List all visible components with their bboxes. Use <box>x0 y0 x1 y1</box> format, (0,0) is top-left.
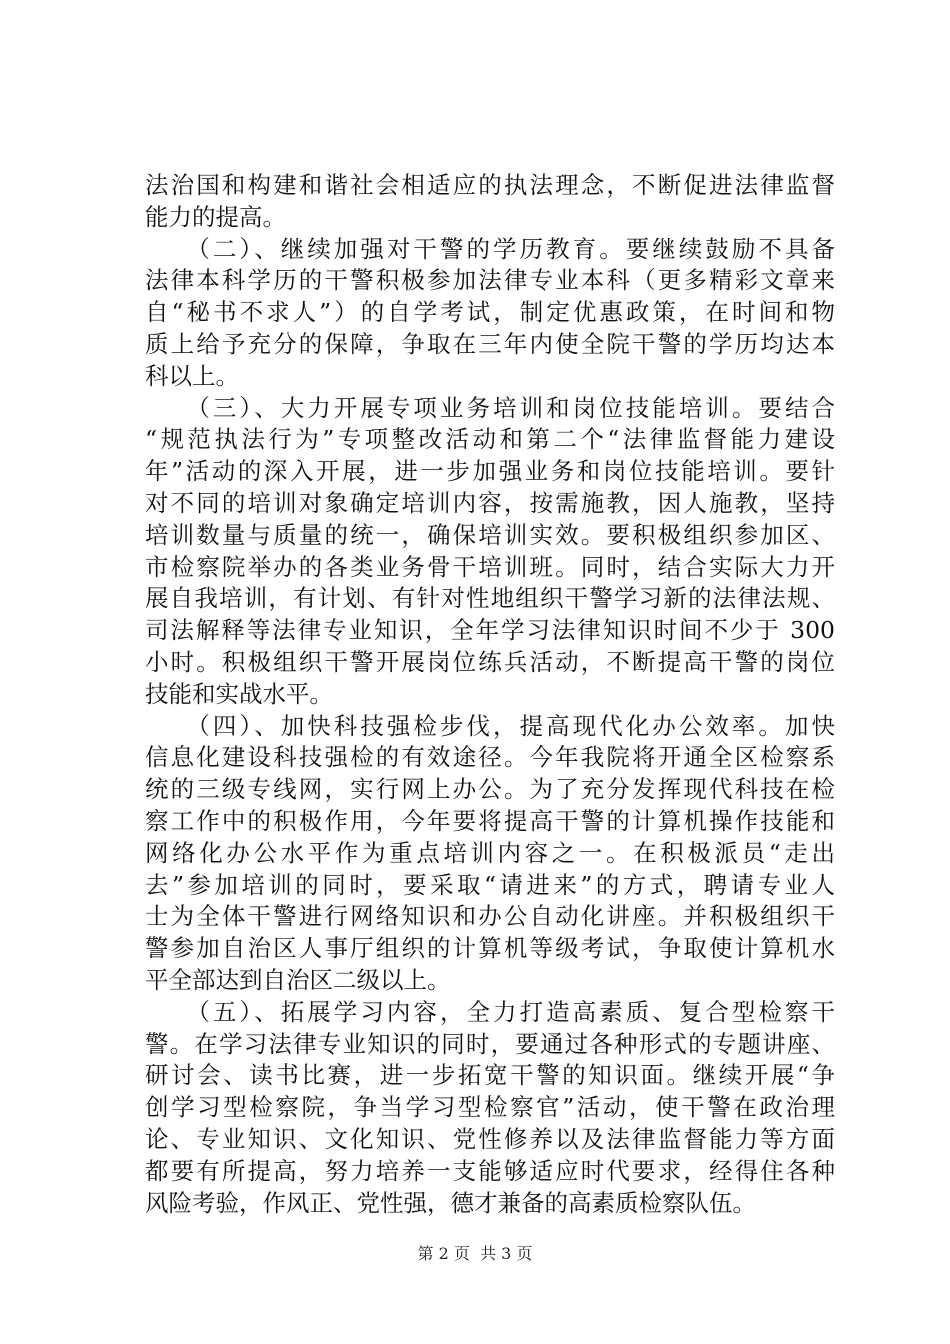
text-line: 科以上。 <box>145 361 239 390</box>
text-line: 信息化建设科技强检的有效途径。今年我院将开通全区检察系 <box>145 743 835 772</box>
text-line: 去”参加培训的同时，要采取“请进来”的方式，聘请专业人 <box>145 870 835 899</box>
text-line: （二）、继续加强对干警的学历教育。要继续鼓励不具备 <box>145 234 835 263</box>
text-line: 年”活动的深入开展，进一步加强业务和岗位技能培训。要针 <box>145 457 835 486</box>
text-line: 察工作中的积极作用，今年要将提高干警的计算机操作技能和 <box>145 806 835 835</box>
page-footer: 第 2 页 共 3 页 <box>417 1244 533 1263</box>
text-line: 研讨会、读书比赛，进一步拓宽干警的知识面。继续开展“争 <box>145 1061 835 1090</box>
text-line: 市检察院举办的各类业务骨干培训班。同时，结合实际大力开 <box>145 552 835 581</box>
text-line: （三）、大力开展专项业务培训和岗位技能培训。要结合 <box>145 393 835 422</box>
text-line: 对不同的培训对象确定培训内容，按需施教，因人施教，坚持 <box>145 488 835 517</box>
text-line: 自“秘书不求人”）的自学考试，制定优惠政策，在时间和物 <box>145 298 835 327</box>
text-line: 能力的提高。 <box>145 202 286 231</box>
text-line: 警。在学习法律专业知识的同时，要通过各种形式的专题讲座、 <box>145 1029 835 1058</box>
text-line: （五）、拓展学习内容，全力打造高素质、复合型检察干 <box>145 997 835 1026</box>
text-line: 法治国和构建和谐社会相适应的执法理念，不断促进法律监督 <box>145 171 835 199</box>
text-line: （四）、加快科技强检步伐，提高现代化办公效率。加快 <box>145 711 835 740</box>
text-line: 平全部达到自治区二级以上。 <box>145 965 451 994</box>
text-line: 法律本科学历的干警积极参加法律专业本科（更多精彩文章来 <box>145 266 835 295</box>
text-line: 风险考验，作风正、党性强，德才兼备的高素质检察队伍。 <box>145 1188 756 1217</box>
text-line: “规范执法行为”专项整改活动和第二个“法律监督能力建设 <box>145 425 835 454</box>
text-line: 论、专业知识、文化知识、党性修养以及法律监督能力等方面 <box>145 1124 835 1153</box>
text-line: 创学习型检察院，争当学习型检察官”活动，使干警在政治理 <box>145 1093 835 1122</box>
text-line: 质上给予充分的保障，争取在三年内使全院干警的学历均达本 <box>145 329 835 358</box>
text-line: 小时。积极组织干警开展岗位练兵活动，不断提高干警的岗位 <box>145 647 835 676</box>
text-line: 司法解释等法律专业知识，全年学习法律知识时间不少于 300 <box>145 616 835 645</box>
text-line: 培训数量与质量的统一，确保培训实效。要积极组织参加区、 <box>145 520 835 549</box>
text-line: 技能和实战水平。 <box>145 679 333 708</box>
text-line: 展自我培训，有计划、有针对性地组织干警学习新的法律法规、 <box>145 584 835 613</box>
text-line: 警参加自治区人事厅组织的计算机等级考试，争取使计算机水 <box>145 934 835 963</box>
text-line: 士为全体干警进行网络知识和办公自动化讲座。并积极组织干 <box>145 902 835 931</box>
text-line: 都要有所提高，努力培养一支能够适应时代要求，经得住各种 <box>145 1156 835 1185</box>
text-line: 统的三级专线网，实行网上办公。为了充分发挥现代科技在检 <box>145 775 835 804</box>
document-body <box>145 170 835 1219</box>
text-line: 网络化办公水平作为重点培训内容之一。在积极派员“走出 <box>145 838 835 867</box>
